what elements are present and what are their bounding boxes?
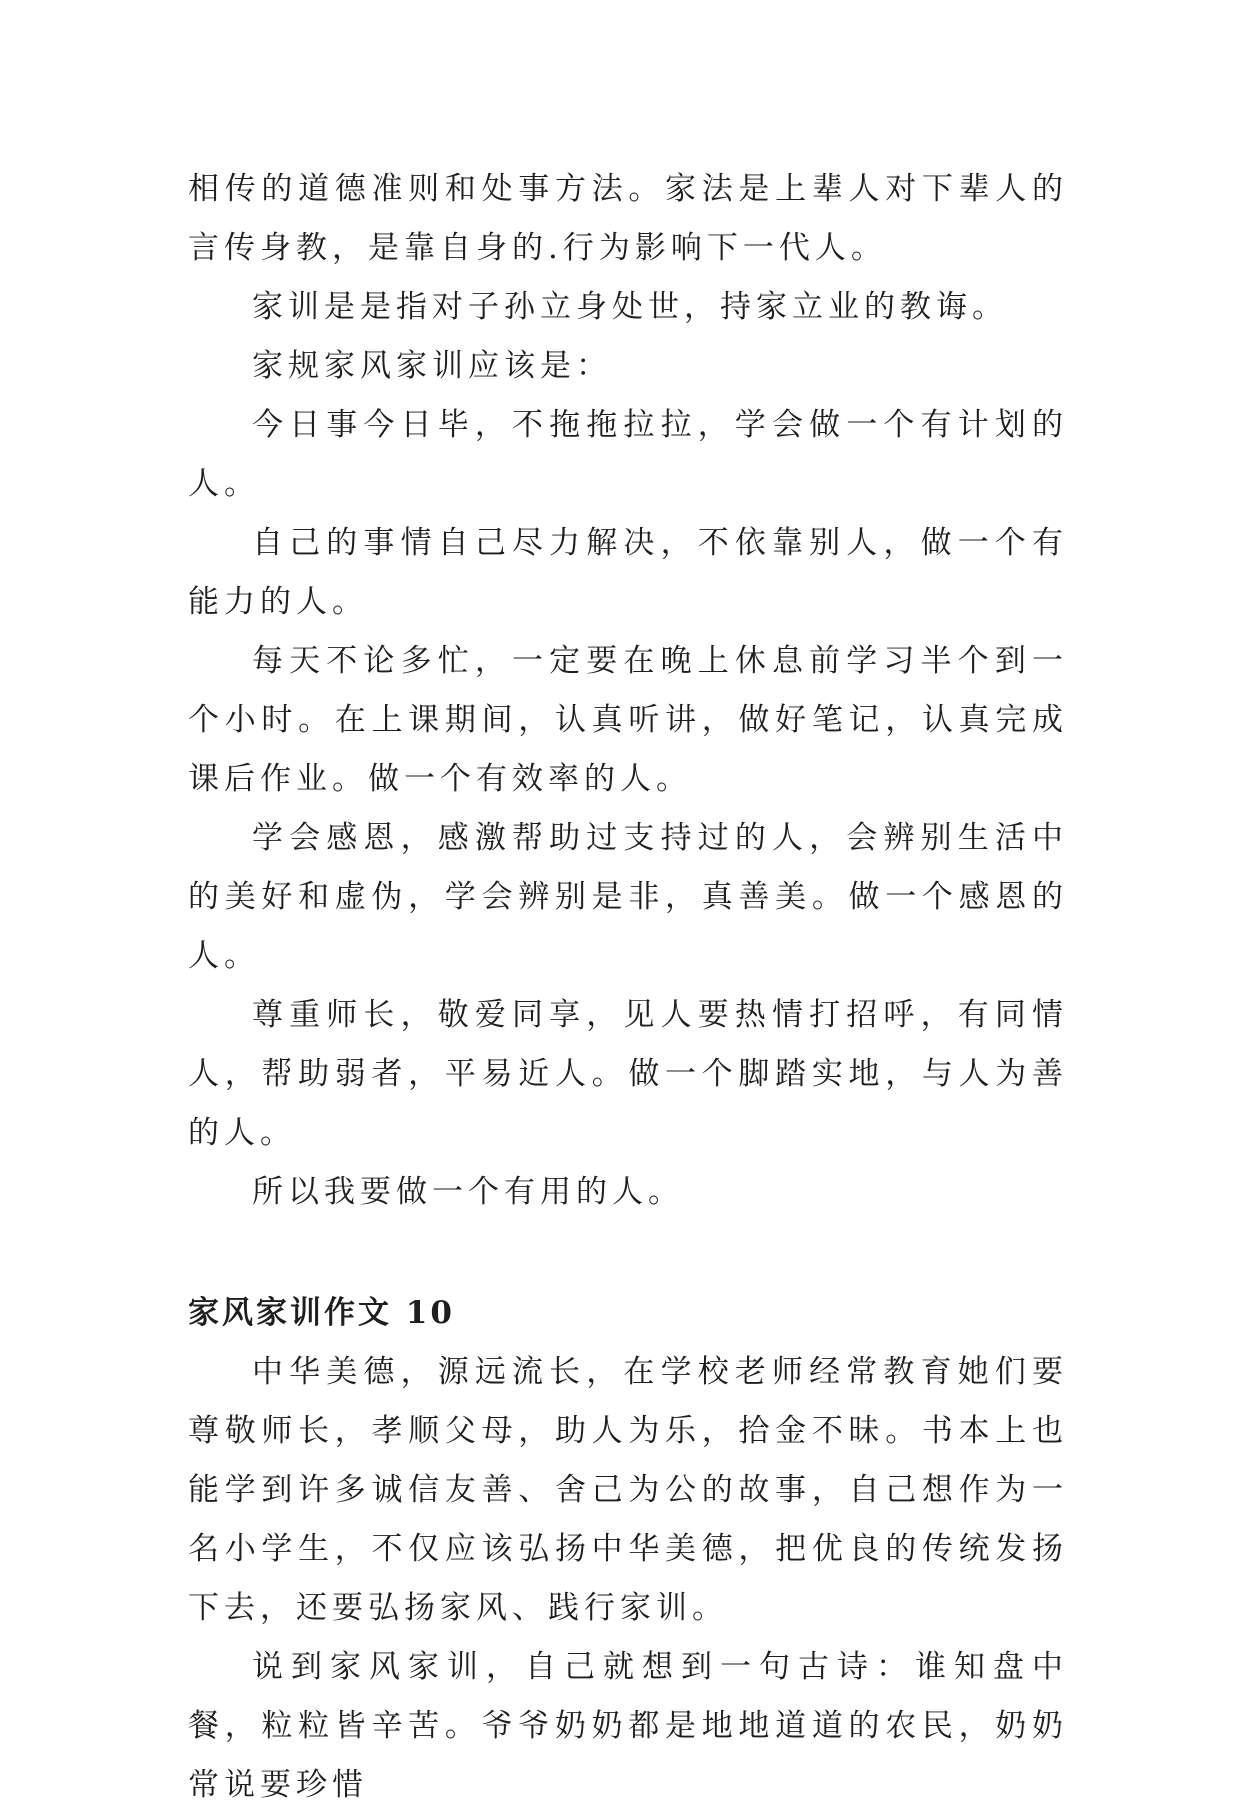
paragraph: 说到家风家训，自己就想到一句古诗：谁知盘中餐，粒粒皆辛苦。爷爷奶奶都是地地道道的农民，奶奶常说要珍惜: [188, 1649, 1068, 1803]
paragraph: 今日事今日毕，不拖拖拉拉，学会做一个有计划的人。: [188, 407, 1068, 502]
paragraph: 所以我要做一个有用的人。: [252, 1174, 684, 1210]
paragraph: 学会感恩，感激帮助过支持过的人，会辨别生活中的美好和虚伪，学会辨别是非，真善美。做一个感恩的人。: [188, 820, 1068, 974]
paragraph: 中华美德，源远流长，在学校老师经常教育她们要尊敬师长，孝顺父母，助人为乐，拾金不昧。书本上也能学到许多诚信友善、舍己为公的故事，自己想作为一名小学生，不仅应该弘扬中华美德，把优良的传统发扬下去，还要弘扬家风、践行家训。: [188, 1354, 1068, 1626]
paragraph-continued: 相传的道德准则和处事方法。家法是上辈人对下辈人的言传身教，是靠自身的.行为影响下一代人。: [188, 171, 1068, 266]
document-page: [188, 160, 1068, 1815]
paragraph: 家规家风家训应该是：: [252, 348, 612, 384]
paragraph: 自己的事情自己尽力解决，不依靠别人，做一个有能力的人。: [188, 525, 1068, 620]
paragraph: 尊重师长，敬爱同享，见人要热情打招呼，有同情人，帮助弱者，平易近人。做一个脚踏实地，与人为善的人。: [188, 997, 1068, 1151]
section-title: 家风家训作文 10: [188, 1295, 455, 1331]
paragraph: 每天不论多忙，一定要在晚上休息前学习半个到一个小时。在上课期间，认真听讲，做好笔记，认真完成课后作业。做一个有效率的人。: [188, 643, 1068, 797]
paragraph: 家训是是指对子孙立身处世，持家立业的教诲。: [252, 289, 1008, 325]
